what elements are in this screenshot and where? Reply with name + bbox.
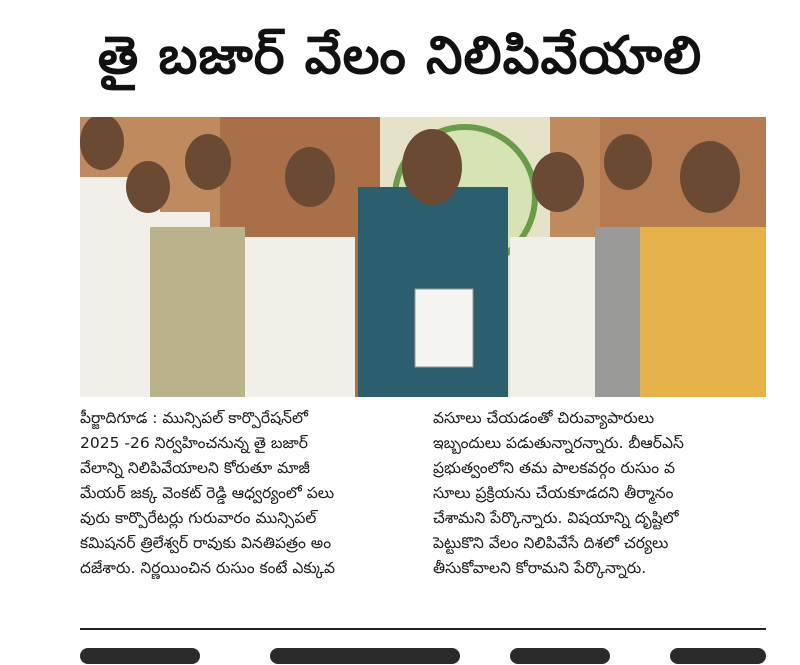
article-line: దజేశారు. నిర్ణయించిన రుసుం కంటే ఎక్కువ	[80, 559, 336, 577]
headline: తై బజార్ వేలం నిలిపివేయాలి	[97, 26, 703, 86]
article-line: మేయర్ జక్క వెంకట్ రెడ్డి ఆధ్వర్యంలో పలు	[80, 484, 335, 502]
article-line: సూలు ప్రక్రియను చేయకూడదని తీర్మానం	[433, 484, 674, 502]
article-line: ప్రభుత్వంలోని తమ పాలకవర్గం రుసుం వ	[433, 459, 676, 477]
article-line: ఇబ్బందులు పడుతున్నారన్నారు. బీఆర్ఎస్	[433, 434, 684, 452]
article-right-column	[433, 406, 766, 581]
news-photo	[80, 117, 766, 397]
article-line: వురు కార్పొరేటర్లు గురువారం మున్సిపల్	[80, 509, 317, 527]
article-line: పెట్టుకొని వేలం నిలిపివేసే దిశలో చర్యలు	[433, 534, 669, 552]
next-headline-cropped	[80, 640, 766, 665]
article-line: 2025 -26 నిర్వహించనున్న తై బజార్	[80, 434, 308, 452]
article-line: కమిషనర్ త్రిలేశ్వర్ రావుకు వినతిపత్రం అం	[80, 534, 332, 552]
article-line: వేలాన్ని నిలిపివేయాలని కోరుతూ మాజీ	[80, 459, 310, 477]
article-line: పీర్జాదిగూడ : మున్సిపల్ కార్పొరేషన్‌లో	[80, 409, 308, 427]
article-line: తీసుకోవాలని కోరామని పేర్కొన్నారు.	[433, 559, 647, 577]
article-line: వసూలు చేయడంతో చిరువ్యాపారులు	[433, 409, 655, 427]
article-line: చేశామని పేర్కొన్నారు. విషయాన్ని దృష్టిలో	[433, 509, 679, 527]
section-divider	[80, 628, 766, 630]
article-left-column	[80, 406, 413, 581]
